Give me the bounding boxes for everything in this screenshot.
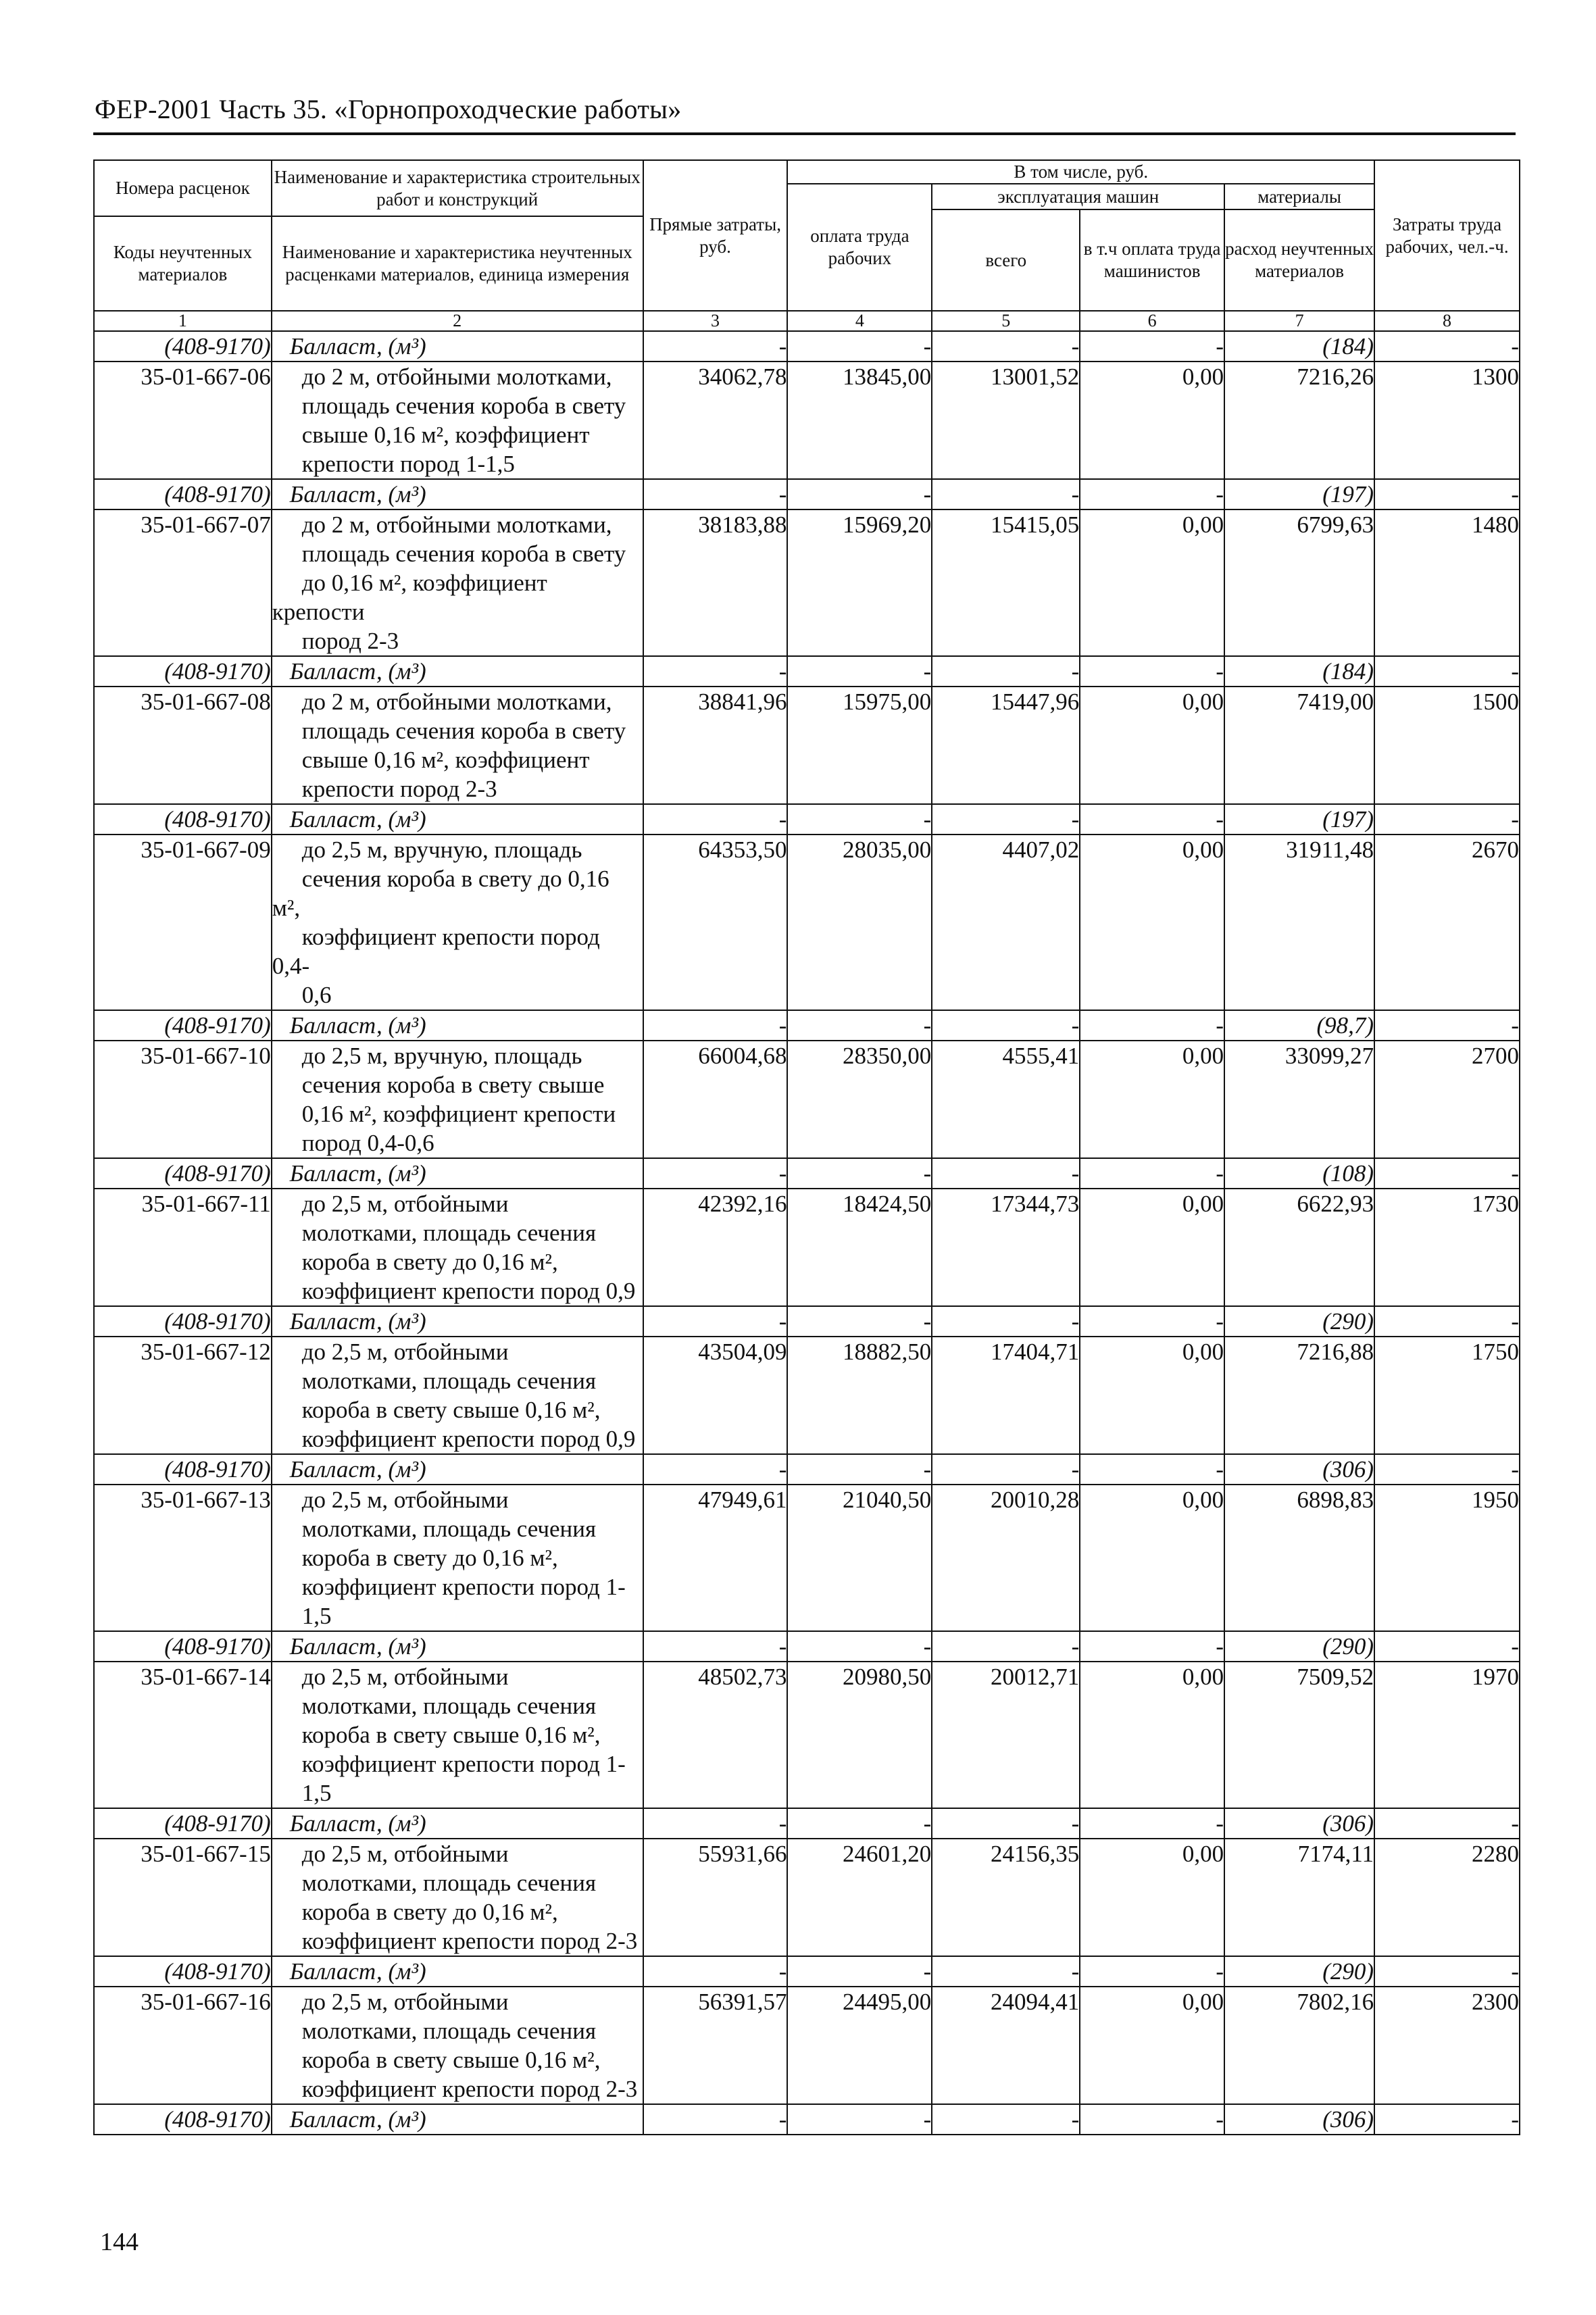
description-line: до 2,5 м, отбойными xyxy=(301,1487,509,1513)
machine-total: 15447,96 xyxy=(932,687,1080,804)
operator-pay: 0,00 xyxy=(1080,1987,1224,2104)
worker-pay: 13845,00 xyxy=(787,362,932,479)
rate-code: 35-01-667-12 xyxy=(94,1337,272,1454)
machine-total: 20012,71 xyxy=(932,1662,1080,1808)
worker-pay: 15969,20 xyxy=(787,509,932,656)
material-code: (408-9170) xyxy=(94,331,272,362)
direct-costs: - xyxy=(643,479,788,509)
operator-pay: - xyxy=(1080,331,1224,362)
operator-pay: 0,00 xyxy=(1080,835,1224,1010)
material-name: Балласт, (м³) xyxy=(272,1808,643,1839)
work-description xyxy=(272,835,643,1010)
machine-total: 15415,05 xyxy=(932,509,1080,656)
description-line: до 2,5 м, вручную, площадь xyxy=(301,837,582,863)
header-worker-pay: оплата труда рабочих xyxy=(787,184,932,311)
material-name: Балласт, (м³) xyxy=(272,1010,643,1041)
worker-pay: 18424,50 xyxy=(787,1189,932,1306)
description-line: пород 2-3 xyxy=(301,628,399,654)
worker-pay: 15975,00 xyxy=(787,687,932,804)
work-description xyxy=(272,509,643,656)
labor-hours: 1950 xyxy=(1374,1485,1520,1631)
material-code: (408-9170) xyxy=(94,1010,272,1041)
direct-costs: - xyxy=(643,1010,788,1041)
machine-total: - xyxy=(932,331,1080,362)
col-number-6: 6 xyxy=(1080,311,1224,331)
material-consumption: (197) xyxy=(1224,479,1374,509)
operator-pay: - xyxy=(1080,1631,1224,1662)
labor-hours: - xyxy=(1374,331,1520,362)
direct-costs: 38183,88 xyxy=(643,509,788,656)
description-line: до 2,5 м, отбойными xyxy=(301,1339,509,1365)
machine-total: - xyxy=(932,1631,1080,1662)
material-code: (408-9170) xyxy=(94,1454,272,1485)
rate-code: 35-01-667-10 xyxy=(94,1041,272,1158)
rate-code: 35-01-667-07 xyxy=(94,509,272,656)
machine-total: 4555,41 xyxy=(932,1041,1080,1158)
material-row xyxy=(94,1956,1520,1987)
rate-row xyxy=(94,835,1520,1010)
material-name: Балласт, (м³) xyxy=(272,1158,643,1189)
worker-pay: 28035,00 xyxy=(787,835,932,1010)
col-number-5: 5 xyxy=(932,311,1080,331)
operator-pay: - xyxy=(1080,1306,1224,1337)
rate-code: 35-01-667-16 xyxy=(94,1987,272,2104)
material-consumption: (290) xyxy=(1224,1306,1374,1337)
description-line: молотками, площадь сечения xyxy=(301,2018,597,2044)
labor-hours: 1300 xyxy=(1374,362,1520,479)
description-line: коэффициент крепости пород 0,9 xyxy=(301,1278,636,1304)
header-rate-numbers: Номера расценок xyxy=(94,160,272,216)
direct-costs: 64353,50 xyxy=(643,835,788,1010)
description-line: короба в свету свыше 0,16 м², xyxy=(301,2047,601,2073)
material-name: Балласт, (м³) xyxy=(272,804,643,835)
description-line: свыше 0,16 м², коэффициент xyxy=(301,747,590,773)
worker-pay: - xyxy=(787,1808,932,1839)
header-including: В том числе, руб. xyxy=(787,160,1374,184)
direct-costs: - xyxy=(643,2104,788,2135)
operator-pay: - xyxy=(1080,656,1224,687)
operator-pay: - xyxy=(1080,2104,1224,2135)
labor-hours: - xyxy=(1374,1956,1520,1987)
material-consumption: (306) xyxy=(1224,2104,1374,2135)
machine-total: - xyxy=(932,656,1080,687)
description-line: молотками, площадь сечения xyxy=(301,1870,597,1896)
material-code: (408-9170) xyxy=(94,656,272,687)
direct-costs: - xyxy=(643,1808,788,1839)
material-consumption: 7216,26 xyxy=(1224,362,1374,479)
col-number-1: 1 xyxy=(94,311,272,331)
description-line: коэффициент крепости пород 0,9 xyxy=(301,1426,636,1452)
direct-costs: 43504,09 xyxy=(643,1337,788,1454)
direct-costs: - xyxy=(643,1631,788,1662)
col-number-4: 4 xyxy=(787,311,932,331)
direct-costs: - xyxy=(643,1306,788,1337)
material-name: Балласт, (м³) xyxy=(272,2104,643,2135)
worker-pay: - xyxy=(787,804,932,835)
machine-total: - xyxy=(932,1158,1080,1189)
description-line: до 0,16 м², коэффициент крепости xyxy=(272,570,547,625)
description-line: коэффициент крепости пород 1- xyxy=(301,1751,626,1777)
material-consumption: 7174,11 xyxy=(1224,1839,1374,1956)
material-code: (408-9170) xyxy=(94,1306,272,1337)
material-consumption: 6898,83 xyxy=(1224,1485,1374,1631)
material-code: (408-9170) xyxy=(94,1956,272,1987)
description-line: коэффициент крепости пород 2-3 xyxy=(301,1928,638,1954)
operator-pay: - xyxy=(1080,479,1224,509)
labor-hours: - xyxy=(1374,1631,1520,1662)
material-name: Балласт, (м³) xyxy=(272,656,643,687)
rate-code: 35-01-667-15 xyxy=(94,1839,272,1956)
operator-pay: 0,00 xyxy=(1080,687,1224,804)
description-line: крепости пород 1-1,5 xyxy=(301,451,515,477)
description-line: пород 0,4-0,6 xyxy=(301,1130,434,1156)
col-number-7: 7 xyxy=(1224,311,1374,331)
operator-pay: 0,00 xyxy=(1080,1839,1224,1956)
material-row xyxy=(94,1158,1520,1189)
material-consumption: (184) xyxy=(1224,331,1374,362)
header-material-codes: Коды неучтенных материалов xyxy=(94,216,272,311)
direct-costs: 66004,68 xyxy=(643,1041,788,1158)
material-row xyxy=(94,1306,1520,1337)
description-line: до 2,5 м, отбойными xyxy=(301,1664,509,1690)
header-direct-costs: Прямые затраты, руб. xyxy=(643,160,788,311)
direct-costs: - xyxy=(643,1158,788,1189)
material-consumption: (290) xyxy=(1224,1956,1374,1987)
description-line: 1,5 xyxy=(301,1603,332,1629)
labor-hours: 1730 xyxy=(1374,1189,1520,1306)
page-number: 144 xyxy=(100,2228,139,2256)
col-number-3: 3 xyxy=(643,311,788,331)
operator-pay: - xyxy=(1080,1158,1224,1189)
worker-pay: 28350,00 xyxy=(787,1041,932,1158)
description-line: до 2,5 м, отбойными xyxy=(301,1191,509,1217)
labor-hours: - xyxy=(1374,2104,1520,2135)
description-line: до 2 м, отбойными молотками, xyxy=(301,364,612,390)
labor-hours: - xyxy=(1374,1808,1520,1839)
description-line: молотками, площадь сечения xyxy=(301,1368,597,1394)
labor-hours: 2300 xyxy=(1374,1987,1520,2104)
direct-costs: 42392,16 xyxy=(643,1189,788,1306)
rate-row xyxy=(94,1189,1520,1306)
worker-pay: 20980,50 xyxy=(787,1662,932,1808)
description-line: сечения короба в свету свыше xyxy=(301,1072,605,1098)
machine-total: 13001,52 xyxy=(932,362,1080,479)
worker-pay: 24601,20 xyxy=(787,1839,932,1956)
direct-costs: 38841,96 xyxy=(643,687,788,804)
material-name: Балласт, (м³) xyxy=(272,1631,643,1662)
material-consumption: (306) xyxy=(1224,1454,1374,1485)
worker-pay: 18882,50 xyxy=(787,1337,932,1454)
direct-costs: 47949,61 xyxy=(643,1485,788,1631)
direct-costs: - xyxy=(643,1956,788,1987)
machine-total: - xyxy=(932,1808,1080,1839)
description-line: короба в свету до 0,16 м², xyxy=(301,1545,558,1571)
operator-pay: 0,00 xyxy=(1080,1041,1224,1158)
rate-row xyxy=(94,509,1520,656)
material-code: (408-9170) xyxy=(94,804,272,835)
description-line: площадь сечения короба в свету xyxy=(301,718,626,744)
material-code: (408-9170) xyxy=(94,2104,272,2135)
material-consumption: (184) xyxy=(1224,656,1374,687)
description-line: до 2,5 м, отбойными xyxy=(301,1841,509,1867)
material-consumption: 6622,93 xyxy=(1224,1189,1374,1306)
rate-row xyxy=(94,687,1520,804)
direct-costs: - xyxy=(643,331,788,362)
material-consumption: 7509,52 xyxy=(1224,1662,1374,1808)
worker-pay: - xyxy=(787,1306,932,1337)
material-consumption: 7419,00 xyxy=(1224,687,1374,804)
direct-costs: - xyxy=(643,804,788,835)
rate-row xyxy=(94,1662,1520,1808)
material-consumption: 7802,16 xyxy=(1224,1987,1374,2104)
rates-table xyxy=(93,159,1520,2135)
operator-pay: - xyxy=(1080,1808,1224,1839)
header-machine-operation: эксплуатация машин xyxy=(932,184,1224,209)
running-head: ФЕР-2001 Часть 35. «Горнопроходческие работы» xyxy=(95,94,682,124)
material-row xyxy=(94,331,1520,362)
header-machine-total: всего xyxy=(932,209,1080,311)
machine-total: 17344,73 xyxy=(932,1189,1080,1306)
description-line: до 2,5 м, отбойными xyxy=(301,1989,509,2015)
worker-pay: - xyxy=(787,1010,932,1041)
labor-hours: 1500 xyxy=(1374,687,1520,804)
material-row xyxy=(94,1808,1520,1839)
description-line: молотками, площадь сечения xyxy=(301,1693,597,1719)
description-line: сечения короба в свету до 0,16 м², xyxy=(272,866,609,921)
worker-pay: 21040,50 xyxy=(787,1485,932,1631)
material-consumption: (108) xyxy=(1224,1158,1374,1189)
header-rule xyxy=(93,132,1516,135)
worker-pay: - xyxy=(787,2104,932,2135)
operator-pay: 0,00 xyxy=(1080,1662,1224,1808)
material-consumption: 33099,27 xyxy=(1224,1041,1374,1158)
work-description xyxy=(272,1987,643,2104)
operator-pay: 0,00 xyxy=(1080,1337,1224,1454)
labor-hours: - xyxy=(1374,1454,1520,1485)
worker-pay: - xyxy=(787,1631,932,1662)
description-line: молотками, площадь сечения xyxy=(301,1220,597,1246)
description-line: коэффициент крепости пород 0,4- xyxy=(272,924,600,979)
rate-code: 35-01-667-11 xyxy=(94,1189,272,1306)
worker-pay: - xyxy=(787,479,932,509)
direct-costs: 48502,73 xyxy=(643,1662,788,1808)
header-operator-pay: в т.ч оплата труда машинистов xyxy=(1080,209,1224,311)
rate-code: 35-01-667-13 xyxy=(94,1485,272,1631)
labor-hours: - xyxy=(1374,1158,1520,1189)
worker-pay: - xyxy=(787,331,932,362)
description-line: коэффициент крепости пород 2-3 xyxy=(301,2076,638,2102)
material-row xyxy=(94,1631,1520,1662)
material-consumption: (290) xyxy=(1224,1631,1374,1662)
work-description xyxy=(272,1189,643,1306)
description-line: крепости пород 2-3 xyxy=(301,776,497,802)
material-consumption: (197) xyxy=(1224,804,1374,835)
header-materials: материалы xyxy=(1224,184,1374,209)
rate-row xyxy=(94,1987,1520,2104)
material-name: Балласт, (м³) xyxy=(272,1454,643,1485)
labor-hours: 2670 xyxy=(1374,835,1520,1010)
worker-pay: - xyxy=(787,1454,932,1485)
machine-total: - xyxy=(932,1010,1080,1041)
operator-pay: - xyxy=(1080,1956,1224,1987)
header-labor-hours: Затраты труда рабочих, чел.-ч. xyxy=(1374,160,1520,311)
material-code: (408-9170) xyxy=(94,1808,272,1839)
header-unaccounted-materials: расход неучтенных материалов xyxy=(1224,209,1374,311)
operator-pay: - xyxy=(1080,1454,1224,1485)
description-line: свыше 0,16 м², коэффициент xyxy=(301,422,590,448)
worker-pay: - xyxy=(787,1956,932,1987)
machine-total: 24156,35 xyxy=(932,1839,1080,1956)
machine-total: 4407,02 xyxy=(932,835,1080,1010)
labor-hours: - xyxy=(1374,656,1520,687)
work-description xyxy=(272,687,643,804)
description-line: до 2,5 м, вручную, площадь xyxy=(301,1043,582,1069)
table-body xyxy=(94,331,1520,2135)
description-line: коэффициент крепости пород 1- xyxy=(301,1574,626,1600)
rate-code: 35-01-667-14 xyxy=(94,1662,272,1808)
worker-pay: - xyxy=(787,1158,932,1189)
work-description xyxy=(272,1662,643,1808)
worker-pay: 24495,00 xyxy=(787,1987,932,2104)
rate-row xyxy=(94,1041,1520,1158)
rate-row xyxy=(94,1337,1520,1454)
work-description xyxy=(272,1041,643,1158)
machine-total: - xyxy=(932,804,1080,835)
material-name: Балласт, (м³) xyxy=(272,1956,643,1987)
operator-pay: 0,00 xyxy=(1080,509,1224,656)
labor-hours: - xyxy=(1374,804,1520,835)
material-consumption: 7216,88 xyxy=(1224,1337,1374,1454)
description-line: площадь сечения короба в свету xyxy=(301,393,626,419)
description-line: короба в свету до 0,16 м², xyxy=(301,1899,558,1925)
material-row xyxy=(94,804,1520,835)
description-line: молотками, площадь сечения xyxy=(301,1516,597,1542)
labor-hours: 1480 xyxy=(1374,509,1520,656)
material-consumption: 31911,48 xyxy=(1224,835,1374,1010)
machine-total: - xyxy=(932,1306,1080,1337)
material-name: Балласт, (м³) xyxy=(272,479,643,509)
material-row xyxy=(94,656,1520,687)
rate-code: 35-01-667-08 xyxy=(94,687,272,804)
material-code: (408-9170) xyxy=(94,479,272,509)
labor-hours: - xyxy=(1374,1306,1520,1337)
labor-hours: 1970 xyxy=(1374,1662,1520,1808)
header-work-name: Наименование и характеристика строительных работ и конструкций xyxy=(272,160,643,216)
material-code: (408-9170) xyxy=(94,1158,272,1189)
description-line: короба в свету свыше 0,16 м², xyxy=(301,1722,601,1748)
operator-pay: 0,00 xyxy=(1080,1485,1224,1631)
header-material-name: Наименование и характеристика неучтенных расценками материалов, единица измерения xyxy=(272,216,643,311)
direct-costs: - xyxy=(643,656,788,687)
machine-total: - xyxy=(932,479,1080,509)
operator-pay: 0,00 xyxy=(1080,1189,1224,1306)
material-consumption: (306) xyxy=(1224,1808,1374,1839)
operator-pay: 0,00 xyxy=(1080,362,1224,479)
description-line: до 2 м, отбойными молотками, xyxy=(301,689,612,715)
operator-pay: - xyxy=(1080,804,1224,835)
material-code: (408-9170) xyxy=(94,1631,272,1662)
labor-hours: - xyxy=(1374,1010,1520,1041)
labor-hours: 2280 xyxy=(1374,1839,1520,1956)
description-line: короба в свету свыше 0,16 м², xyxy=(301,1397,601,1423)
machine-total: 24094,41 xyxy=(932,1987,1080,2104)
material-name: Балласт, (м³) xyxy=(272,331,643,362)
labor-hours: - xyxy=(1374,479,1520,509)
description-line: 0,6 xyxy=(301,982,332,1008)
description-line: 0,16 м², коэффициент крепости xyxy=(301,1101,616,1127)
material-row xyxy=(94,479,1520,509)
description-line: площадь сечения короба в свету xyxy=(301,541,626,567)
rate-row xyxy=(94,1839,1520,1956)
labor-hours: 2700 xyxy=(1374,1041,1520,1158)
table-header xyxy=(94,160,1520,331)
rate-row xyxy=(94,362,1520,479)
direct-costs: - xyxy=(643,1454,788,1485)
rate-row xyxy=(94,1485,1520,1631)
machine-total: - xyxy=(932,2104,1080,2135)
direct-costs: 56391,57 xyxy=(643,1987,788,2104)
material-consumption: 6799,63 xyxy=(1224,509,1374,656)
direct-costs: 55931,66 xyxy=(643,1839,788,1956)
work-description xyxy=(272,1839,643,1956)
col-number-8: 8 xyxy=(1374,311,1520,331)
material-row xyxy=(94,2104,1520,2135)
material-consumption: (98,7) xyxy=(1224,1010,1374,1041)
description-line: до 2 м, отбойными молотками, xyxy=(301,512,612,538)
work-description xyxy=(272,1485,643,1631)
machine-total: - xyxy=(932,1956,1080,1987)
description-line: короба в свету до 0,16 м², xyxy=(301,1249,558,1275)
material-row xyxy=(94,1010,1520,1041)
machine-total: - xyxy=(932,1454,1080,1485)
machine-total: 20010,28 xyxy=(932,1485,1080,1631)
rate-code: 35-01-667-09 xyxy=(94,835,272,1010)
work-description xyxy=(272,362,643,479)
operator-pay: - xyxy=(1080,1010,1224,1041)
direct-costs: 34062,78 xyxy=(643,362,788,479)
material-row xyxy=(94,1454,1520,1485)
worker-pay: - xyxy=(787,656,932,687)
rate-code: 35-01-667-06 xyxy=(94,362,272,479)
machine-total: 17404,71 xyxy=(932,1337,1080,1454)
labor-hours: 1750 xyxy=(1374,1337,1520,1454)
description-line: 1,5 xyxy=(301,1780,332,1806)
col-number-2: 2 xyxy=(272,311,643,331)
material-name: Балласт, (м³) xyxy=(272,1306,643,1337)
work-description xyxy=(272,1337,643,1454)
